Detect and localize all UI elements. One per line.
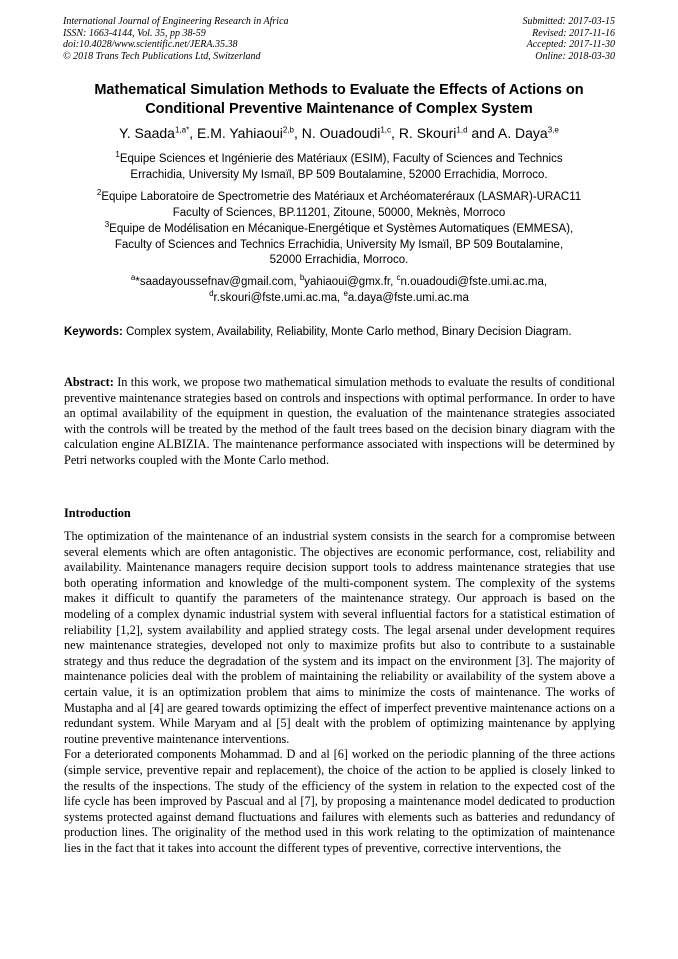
affiliation-line: Equipe Sciences et Ingénierie des Matériaux (ESIM), Faculty of Sciences and Technics xyxy=(119,153,563,165)
author-superscript: 1,a* xyxy=(174,125,190,135)
email-address: a.daya@fste.umi.ac.ma xyxy=(347,291,469,304)
journal-info xyxy=(63,16,289,62)
date-online: Online: 2018-03-30 xyxy=(535,50,615,62)
abstract-label: Abstract: xyxy=(64,375,114,389)
author-superscript: 1,c xyxy=(380,125,392,135)
author-emails xyxy=(40,275,638,306)
author-name: N. Ouadoudi xyxy=(301,125,381,141)
author-superscript: 2,b xyxy=(282,125,294,135)
journal-copyright: © 2018 Trans Tech Publications Ltd, Switzerland xyxy=(63,50,261,62)
journal-issn: ISSN: 1663-4144, Vol. 35, pp 38-59 xyxy=(63,27,206,39)
email-address: r.skouri@fste.umi.ac.ma, xyxy=(213,291,344,304)
journal-header xyxy=(63,16,615,64)
affiliation-number: 1 xyxy=(115,150,120,160)
author-separator: , xyxy=(391,125,399,141)
email-address: n.ouadoudi@fste.umi.ac.ma, xyxy=(400,276,548,288)
abstract-text: In this work, we propose two mathematical simulation methods to evaluate the results of conditional preventive maintenance strategies based on controls and inspections with optimal performance. In order to have an optimal availability of the equipment in question, the evaluation of the maintenance strategies associated with the controls will be treated by the method of the fault trees based on the decision binary diagram with the calculation engine ALBIZIA. The maintenance performance associated with inspections will be determined by Petri networks coupled with the Monte Carlo method. xyxy=(64,375,615,467)
affiliation-1 xyxy=(40,152,638,183)
email-superscript: e xyxy=(343,288,348,298)
introduction-body xyxy=(64,529,615,856)
affiliation-number: 2 xyxy=(96,188,102,198)
introduction-paragraph-1: The optimization of the maintenance of an industrial system consists in the search for a compromise between several elements which are often antagonistic. The objectives are economic performance, cost, reliability and availability. Maintenance managers require decision support tools to address maintenance strategies that use both operating information and knowledge of the multi-component system. The complexity of the systems makes it difficult to quantify the parameters of the maintenance strategy. Our approach is based on the modeling of a complex dynamic industrial system with several influential factors for a statistical estimation of reliability [1,2], system availability and applied strategy costs. The legal arsenal under development requires new maintenance strategies, developed not only to maximize profits but also to contribute to a sustainable strategy and thus reduce the degradation of the system and its impact on the environment [3]. The majority of maintenance policies deal with the problem of maintaining the reliability or availability of the system above a certain value, it is an optimization problem that aims to minimize the costs of maintenance. The works of Mustapha and al [4] are geared towards optimizing the effect of imperfect preventive maintenance actions on a redundant system. While Maryam and al [5] dealt with the problem of optimizing maintenance by applying routine preventive maintenance interventions. xyxy=(64,529,615,746)
author-name: A. Daya xyxy=(497,125,548,141)
affiliation-line: Equipe Laboratoire de Spectrometrie des Matériaux et Archéomateréraux (LASMAR)-URAC11 xyxy=(101,191,582,203)
author-superscript: 1,d xyxy=(456,125,468,135)
paper-title xyxy=(50,81,628,119)
author-separator: , xyxy=(293,125,302,141)
email-line-1 xyxy=(40,275,638,291)
affiliation-line: 52000 Errachidia, Morroco. xyxy=(269,254,409,266)
introduction-paragraph-2: For a deteriorated components Mohammad. D and al [6] worked on the periodic planning of the three actions (simple service, preventive repair and replacement), the choice of the action to be applied is closely linked to the results of the inspections. The study of the efficiency of the system in relation to the expected cost of the life cycle has been improved by Pascual and al [7], by proposing a maintenance model dedicated to production systems protected against demand fluctuations and failures with elements such as batteries and redundancy of production lines. The originality of the method used in this work relating to the optimization of maintenance lies in the fact that it takes into account the different types of preventive, corrective interventions, the xyxy=(64,747,615,855)
affiliation-line: Errachidia, University My Ismaïl, BP 509 Boutalamine, 52000 Errachidia, Morroco. xyxy=(130,168,548,181)
affiliation-line: Faculty of Sciences, BP.11201, Zitoune, 50000, Meknès, Morroco xyxy=(172,206,506,219)
email-superscript: b xyxy=(299,273,305,283)
author-superscript: 3,e xyxy=(547,125,559,135)
author-name: Y. Saada xyxy=(119,125,175,141)
author-name: R. Skouri xyxy=(398,125,457,141)
title-line-2: Conditional Preventive Maintenance of Complex System xyxy=(145,101,533,117)
author-name: E.M. Yahiaoui xyxy=(196,125,283,141)
keywords-label: Keywords: xyxy=(64,326,123,338)
date-submitted: Submitted: 2017-03-15 xyxy=(522,16,615,27)
keywords-section xyxy=(64,325,615,341)
affiliation-line: Equipe de Modélisation en Mécanique-Energétique et Systèmes Automatiques (EMMESA), xyxy=(109,223,574,235)
email-superscript: a xyxy=(130,273,136,283)
author-separator: and xyxy=(467,125,498,141)
affiliation-number: 3 xyxy=(104,220,110,230)
submission-dates xyxy=(523,16,616,62)
introduction-heading: Introduction xyxy=(64,506,131,520)
title-line-1: Mathematical Simulation Methods to Evaluate the Effects of Actions on xyxy=(94,82,584,98)
email-line-2 xyxy=(40,288,638,307)
affiliation-3 xyxy=(40,222,638,269)
email-address: yahiaoui@gmx.fr, xyxy=(304,276,397,288)
journal-doi: doi:10.4028/www.scientific.net/JERA.35.38 xyxy=(63,39,238,50)
date-revised: Revised: 2017-11-16 xyxy=(532,27,615,39)
email-superscript: d xyxy=(209,288,214,298)
author-separator: , xyxy=(189,125,197,141)
journal-name: International Journal of Engineering Research in Africa xyxy=(63,16,289,27)
keywords-text: Complex system, Availability, Reliability, Monte Carlo method, Binary Decision Diagram. xyxy=(122,326,572,338)
author-list xyxy=(30,124,648,142)
abstract-section xyxy=(64,375,615,469)
affiliation-line: Faculty of Sciences and Technics Errachidia, University My Ismaïl, BP 509 Boutalamine, xyxy=(114,238,564,251)
email-address: *saadayoussefnav@gmail.com, xyxy=(135,276,300,288)
affiliation-2 xyxy=(40,190,638,221)
email-superscript: c xyxy=(396,273,401,283)
date-accepted: Accepted: 2017-11-30 xyxy=(526,39,615,50)
